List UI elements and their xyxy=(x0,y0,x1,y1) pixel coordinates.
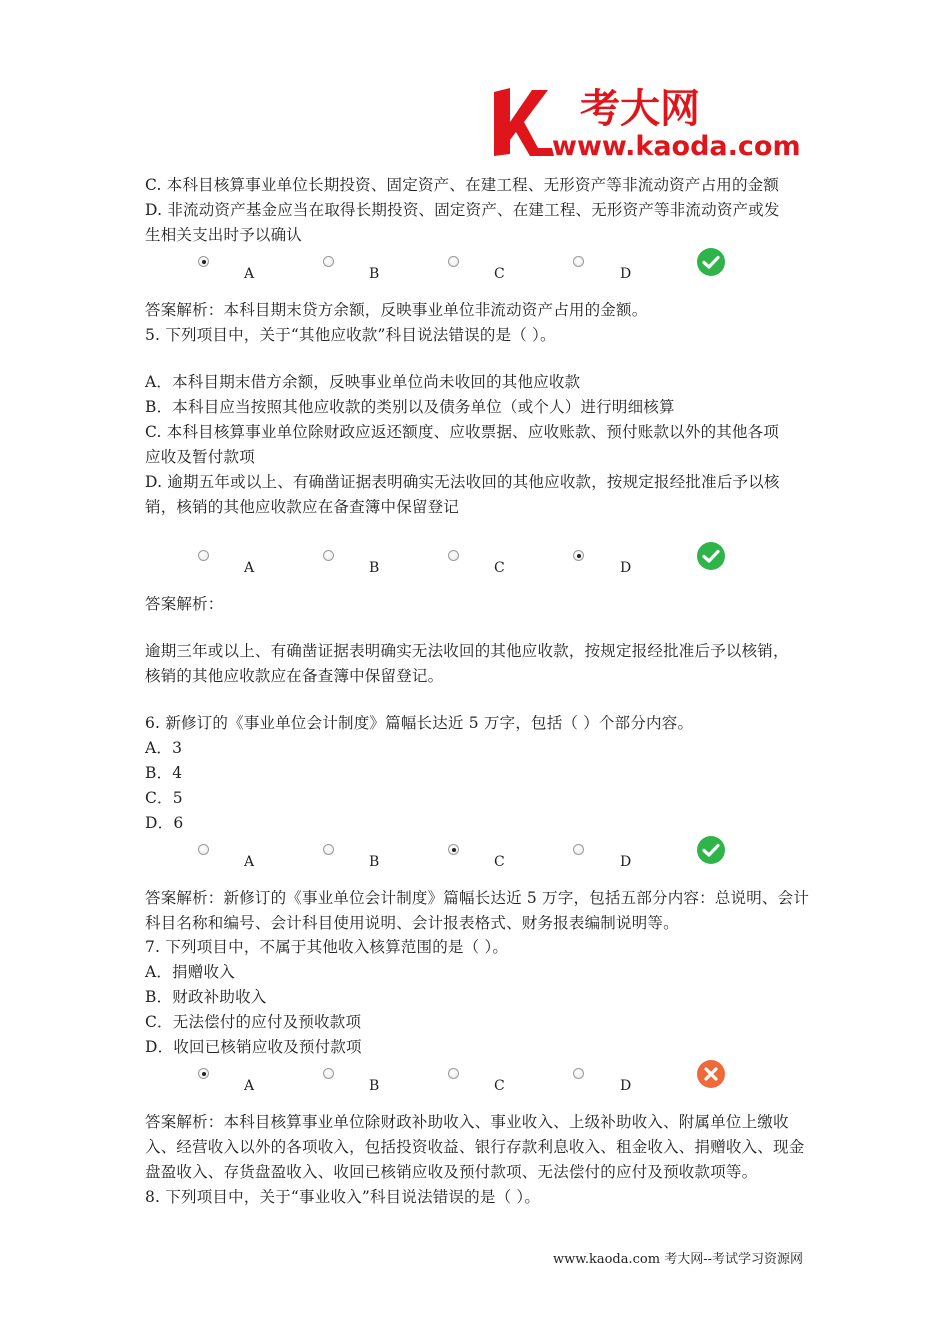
radio-label-d: D xyxy=(620,1078,632,1094)
answer-row-q4 xyxy=(0,256,950,296)
logo-url: www.kaoda.com xyxy=(552,131,801,162)
radio-label-b: B xyxy=(369,266,380,282)
q4-option-d-line2: 生相关支出时予以确认 xyxy=(145,226,303,244)
q7-explanation-line1: 答案解析：本科目核算事业单位除财政补助收入、事业收入、上级补助收入、附属单位上缴收 xyxy=(145,1113,789,1131)
radio-d[interactable] xyxy=(573,844,584,855)
radio-d[interactable] xyxy=(573,550,584,561)
radio-label-b: B xyxy=(369,1078,380,1094)
correct-check-icon xyxy=(697,248,725,276)
q6-option-b: B．4 xyxy=(145,764,183,782)
q6-explanation-line1: 答案解析：新修订的《事业单位会计制度》篇幅长达近 5 万字，包括五部分内容：总说明、会计 xyxy=(145,889,810,907)
page-footer: www.kaoda.com 考大网--考试学习资源网 xyxy=(553,1252,803,1267)
q7-explanation-line2: 入、经营收入以外的各项收入，包括投资收益、银行存款利息收入、租金收入、捐赠收入、现金 xyxy=(145,1138,805,1156)
radio-label-a: A xyxy=(244,266,255,282)
radio-a[interactable] xyxy=(198,1068,209,1079)
answer-row-q6 xyxy=(0,844,950,884)
radio-label-a: A xyxy=(244,1078,255,1094)
correct-check-icon xyxy=(697,542,725,570)
q5-option-c-line1: C. 本科目核算事业单位除财政应返还额度、应收票据、应收账款、预付账款以外的其他各项 xyxy=(145,423,780,441)
q5-title: 5. 下列项目中，关于“其他应收款”科目说法错误的是（ ）。 xyxy=(145,326,556,344)
radio-b[interactable] xyxy=(323,1068,334,1079)
q7-option-a: A．捐赠收入 xyxy=(145,963,235,981)
q4-option-d-line1: D. 非流动资产基金应当在取得长期投资、固定资产、在建工程、无形资产等非流动资产或发 xyxy=(145,201,780,219)
radio-label-a: A xyxy=(244,854,255,870)
radio-label-d: D xyxy=(620,266,632,282)
q5-explanation-label: 答案解析： xyxy=(145,595,224,613)
q6-explanation-line2: 科目名称和编号、会计科目使用说明、会计报表格式、财务报表编制说明等。 xyxy=(145,914,679,932)
radio-c[interactable] xyxy=(448,844,459,855)
correct-check-icon xyxy=(697,836,725,864)
answer-row-q7 xyxy=(0,1068,950,1108)
radio-d[interactable] xyxy=(573,1068,584,1079)
q7-option-b: B．财政补助收入 xyxy=(145,988,267,1006)
radio-label-b: B xyxy=(369,854,380,870)
radio-c[interactable] xyxy=(448,1068,459,1079)
q6-option-d: D．6 xyxy=(145,814,184,832)
kaoda-logo xyxy=(492,82,812,162)
radio-a[interactable] xyxy=(198,844,209,855)
q6-option-c: C．5 xyxy=(145,789,183,807)
radio-label-a: A xyxy=(244,560,255,576)
radio-label-d: D xyxy=(620,854,632,870)
q5-option-b: B．本科目应当按照其他应收款的类别以及债务单位（或个人）进行明细核算 xyxy=(145,398,675,416)
radio-b[interactable] xyxy=(323,844,334,855)
radio-a[interactable] xyxy=(198,256,209,267)
radio-a[interactable] xyxy=(198,550,209,561)
q5-explanation-line1: 逾期三年或以上、有确凿证据表明确实无法收回的其他应收款，按规定报经批准后予以核销， xyxy=(145,642,789,660)
radio-label-c: C xyxy=(494,560,505,576)
q7-title: 7. 下列项目中，不属于其他收入核算范围的是（ ）。 xyxy=(145,938,509,956)
incorrect-x-icon xyxy=(697,1060,725,1088)
q7-option-d: D．收回已核销应收及预付款项 xyxy=(145,1038,362,1056)
q5-explanation-line2: 核销的其他应收款应在备查簿中保留登记。 xyxy=(145,667,444,685)
radio-label-b: B xyxy=(369,560,380,576)
q8-title: 8. 下列项目中，关于“事业收入”科目说法错误的是（ ）。 xyxy=(145,1188,541,1206)
logo-k-mark xyxy=(494,88,554,156)
logo-title: 考大网 xyxy=(580,86,700,132)
q5-option-d-line2: 销，核销的其他应收款应在备查簿中保留登记 xyxy=(145,498,460,516)
radio-label-c: C xyxy=(494,1078,505,1094)
q5-option-c-line2: 应收及暂付款项 xyxy=(145,448,255,466)
radio-c[interactable] xyxy=(448,256,459,267)
radio-label-d: D xyxy=(620,560,632,576)
q7-option-c: C．无法偿付的应付及预收款项 xyxy=(145,1013,362,1031)
q7-explanation-line3: 盘盈收入、存货盘盈收入、收回已核销应收及预付款项、无法偿付的应付及预收款项等。 xyxy=(145,1163,758,1181)
q6-title: 6. 新修订的《事业单位会计制度》篇幅长达近 5 万字，包括（ ）个部分内容。 xyxy=(145,714,694,732)
radio-c[interactable] xyxy=(448,550,459,561)
answer-row-q5 xyxy=(0,550,950,590)
radio-label-c: C xyxy=(494,266,505,282)
q5-option-d-line1: D. 逾期五年或以上、有确凿证据表明确实无法收回的其他应收款，按规定报经批准后予以核 xyxy=(145,473,780,491)
radio-label-c: C xyxy=(494,854,505,870)
radio-d[interactable] xyxy=(573,256,584,267)
q5-option-a: A．本科目期末借方余额，反映事业单位尚未收回的其他应收款 xyxy=(145,373,581,391)
q4-explanation: 答案解析：本科目期末贷方余额，反映事业单位非流动资产占用的金额。 xyxy=(145,301,648,319)
radio-b[interactable] xyxy=(323,256,334,267)
radio-b[interactable] xyxy=(323,550,334,561)
q6-option-a: A．3 xyxy=(145,739,183,757)
q4-option-c: C. 本科目核算事业单位长期投资、固定资产、在建工程、无形资产等非流动资产占用的金额 xyxy=(145,176,780,194)
